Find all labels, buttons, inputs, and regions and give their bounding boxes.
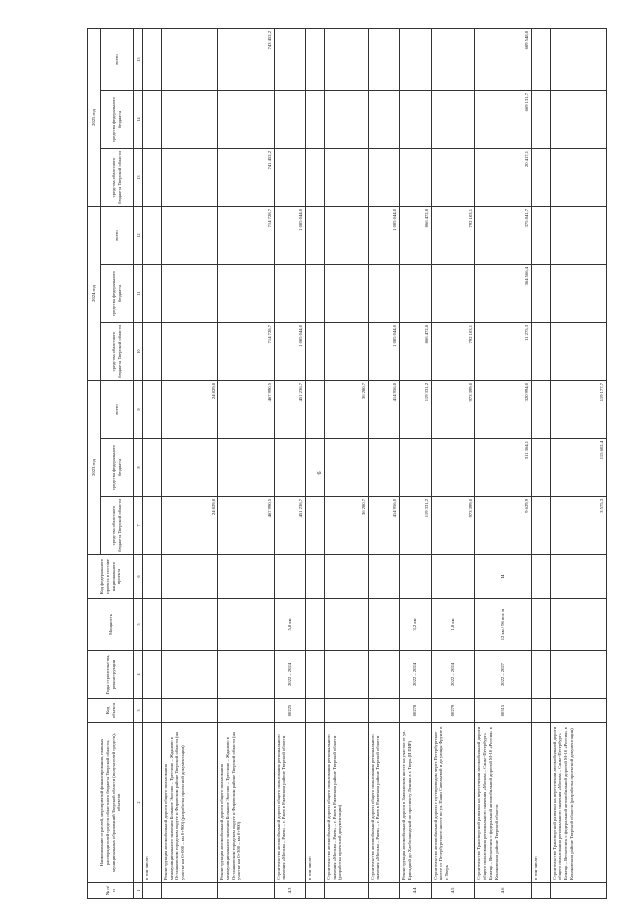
table-row bbox=[305, 29, 324, 899]
fp-code-cell bbox=[274, 555, 305, 599]
amount-cell bbox=[161, 29, 217, 91]
row-number-cell: 4.4 bbox=[400, 883, 431, 899]
object-code-cell bbox=[143, 699, 162, 723]
capacity-cell bbox=[324, 599, 368, 651]
capacity-cell bbox=[531, 599, 550, 651]
years-cell: 2022 – 2027 bbox=[475, 651, 531, 699]
amount-cell bbox=[274, 439, 305, 497]
amount-cell bbox=[305, 207, 324, 265]
table-row bbox=[400, 29, 431, 899]
name-cell: Строительство Транспортной развязки на пересечении автомобильной дороги общего пользования регионального значения «Москва – Санкт-Петербург» Бежецк – Весьегонск с федеральной автомобильной дорогой М-10 «Россия» в Конаковском районе Тверской области (разработка проектной документации) bbox=[550, 723, 606, 883]
amount-cell: 11 275,3 bbox=[475, 323, 531, 381]
amount-cell: 689 548,8 bbox=[475, 29, 531, 91]
budget-table bbox=[87, 28, 607, 899]
amount-cell bbox=[305, 497, 324, 555]
fp-code-cell: I4 bbox=[475, 555, 531, 599]
column-index-cell: 2 bbox=[134, 723, 143, 883]
column-index-cell: 13 bbox=[134, 149, 143, 207]
fp-code-cell bbox=[431, 555, 475, 599]
object-code-cell bbox=[324, 699, 368, 723]
table-row bbox=[161, 29, 217, 899]
amount-cell bbox=[531, 265, 550, 323]
amount-cell bbox=[274, 91, 305, 149]
amount-cell bbox=[400, 91, 431, 149]
amount-cell bbox=[161, 149, 217, 207]
name-cell: Строительство автомобильной дороги с путепроводом через Петербургское шоссе от Петербургского шоссе по ул. Паши Савельевой и до улицы Фрунзе в г. Тверь bbox=[431, 723, 475, 883]
amount-cell bbox=[143, 265, 162, 323]
column-index-cell: 9 bbox=[134, 381, 143, 439]
row-number-cell bbox=[531, 883, 550, 899]
amount-cell: 669 131,7 bbox=[475, 91, 531, 149]
years-cell: 2022 – 2024 bbox=[274, 651, 305, 699]
amount-cell: 311 364,1 bbox=[475, 439, 531, 497]
amount-cell: 119 331,2 bbox=[400, 497, 431, 555]
header-year-2025: 2025 год bbox=[88, 29, 101, 207]
amount-cell bbox=[274, 29, 305, 91]
amount-cell bbox=[143, 323, 162, 381]
page-number: 6 bbox=[317, 471, 323, 475]
amount-cell bbox=[143, 497, 162, 555]
column-index-cell: 5 bbox=[134, 599, 143, 651]
years-cell bbox=[550, 651, 606, 699]
table-row bbox=[431, 29, 475, 899]
amount-cell bbox=[550, 91, 606, 149]
capacity-cell: 3,2 км bbox=[400, 599, 431, 651]
amount-cell bbox=[324, 91, 368, 149]
name-cell: Строительство автомобильной дороги общего пользования регионального значения «Москва – Ржев» – г. Ржев в Ржевском районе Тверской области bbox=[368, 723, 399, 883]
years-cell bbox=[218, 651, 274, 699]
years-cell: 2022 – 2024 bbox=[400, 651, 431, 699]
table-row bbox=[218, 29, 274, 899]
name-cell: Реконструкция автомобильной дороги общего пользования межмуниципального значения Большое Эштово – Трестино – Жданово в Осташковском городском округе и Фировском районе Тверской области (на участке км 0+000 – км 0+900) (разработка проектной документации) bbox=[161, 723, 217, 883]
header-name: Наименование отраслей, мероприятий финансирования, главных распорядителей средств областного бюджета Тверской области, муниципальных образований Тверской области (получателей средств), объектов bbox=[88, 723, 134, 883]
column-index-cell: 10 bbox=[134, 323, 143, 381]
object-code-cell bbox=[305, 699, 324, 723]
amount-cell: 467 990,5 bbox=[218, 381, 274, 439]
header-total-2023: всего bbox=[101, 381, 134, 439]
amount-cell bbox=[531, 323, 550, 381]
row-number-cell bbox=[161, 883, 217, 899]
fp-code-cell bbox=[324, 555, 368, 599]
amount-cell bbox=[400, 149, 431, 207]
object-code-cell bbox=[368, 699, 399, 723]
budget-table-rotated bbox=[87, 29, 607, 899]
amount-cell: 792 103,1 bbox=[431, 323, 475, 381]
amount-cell: 451 236,7 bbox=[274, 381, 305, 439]
object-code-cell: 00225 bbox=[274, 699, 305, 723]
object-code-cell bbox=[218, 699, 274, 723]
amount-cell bbox=[550, 207, 606, 265]
amount-cell: 36 280,7 bbox=[324, 381, 368, 439]
column-index-cell: 8 bbox=[134, 439, 143, 497]
column-index-cell: 11 bbox=[134, 265, 143, 323]
capacity-cell bbox=[368, 599, 399, 651]
object-code-cell: 00279 bbox=[431, 699, 475, 723]
amount-cell: 414 956,0 bbox=[368, 381, 399, 439]
capacity-cell bbox=[161, 599, 217, 651]
table-row bbox=[531, 29, 550, 899]
amount-cell bbox=[143, 149, 162, 207]
amount-cell bbox=[143, 207, 162, 265]
amount-cell: 20 417,1 bbox=[475, 149, 531, 207]
amount-cell bbox=[218, 265, 274, 323]
header-federal-2023: средства федерального бюджета bbox=[101, 439, 134, 497]
amount-cell bbox=[324, 265, 368, 323]
amount-cell: 741 452,2 bbox=[218, 149, 274, 207]
header-regional-2025: средства областного бюджета Тверской области bbox=[101, 149, 134, 207]
amount-cell bbox=[368, 439, 399, 497]
amount-cell bbox=[324, 149, 368, 207]
amount-cell bbox=[305, 381, 324, 439]
header-year-2023: 2023 год bbox=[88, 381, 101, 555]
amount-cell: 1 085 044,0 bbox=[274, 323, 305, 381]
amount-cell: 375 841,7 bbox=[475, 207, 531, 265]
fp-code-cell bbox=[305, 555, 324, 599]
amount-cell bbox=[218, 439, 274, 497]
header-row-no: № п/п bbox=[88, 883, 134, 899]
amount-cell bbox=[274, 149, 305, 207]
years-cell bbox=[161, 651, 217, 699]
amount-cell bbox=[161, 439, 217, 497]
amount-cell: 866 472,8 bbox=[400, 323, 431, 381]
fp-code-cell bbox=[143, 555, 162, 599]
amount-cell bbox=[324, 207, 368, 265]
amount-cell: 24 829,8 bbox=[161, 381, 217, 439]
fp-code-cell bbox=[550, 555, 606, 599]
row-number-cell: 4.6 bbox=[475, 883, 531, 899]
amount-cell: 414 956,0 bbox=[368, 497, 399, 555]
header-year-2024: 2024 год bbox=[88, 207, 101, 381]
amount-cell bbox=[400, 29, 431, 91]
amount-cell bbox=[550, 323, 606, 381]
years-cell bbox=[531, 651, 550, 699]
amount-cell bbox=[400, 265, 431, 323]
fp-code-cell bbox=[368, 555, 399, 599]
amount-cell bbox=[368, 91, 399, 149]
row-number-cell bbox=[305, 883, 324, 899]
amount-cell: 451 236,7 bbox=[274, 497, 305, 555]
amount-cell: 792 103,1 bbox=[431, 207, 475, 265]
name-cell: Строительство автомобильной дороги общего пользования регионального значения «Москва – Ржев» – г. Ржев в Ржевском районе Тверской области (разработка проектной документации) bbox=[324, 723, 368, 883]
header-federal-2025: средства федерального бюджета bbox=[101, 91, 134, 149]
amount-cell bbox=[305, 439, 324, 497]
column-index-row bbox=[134, 29, 143, 899]
object-code-cell bbox=[531, 699, 550, 723]
row-number-cell bbox=[550, 883, 606, 899]
amount-cell: 364 566,4 bbox=[475, 265, 531, 323]
header-object-code: Код объекта bbox=[88, 699, 134, 723]
amount-cell bbox=[324, 439, 368, 497]
column-index-cell: 4 bbox=[134, 651, 143, 699]
capacity-cell bbox=[550, 599, 606, 651]
amount-cell bbox=[531, 497, 550, 555]
amount-cell bbox=[400, 439, 431, 497]
object-code-cell bbox=[161, 699, 217, 723]
amount-cell: 743 452,2 bbox=[218, 29, 274, 91]
table-row bbox=[324, 29, 368, 899]
amount-cell: 119 177,7 bbox=[550, 381, 606, 439]
amount-cell bbox=[305, 91, 324, 149]
amount-cell: 467 990,5 bbox=[218, 497, 274, 555]
column-index-cell: 7 bbox=[134, 497, 143, 555]
table-row bbox=[550, 29, 606, 899]
amount-cell bbox=[531, 381, 550, 439]
column-index-cell: 15 bbox=[134, 29, 143, 91]
amount-cell: 1 085 044,0 bbox=[274, 207, 305, 265]
row-number-cell bbox=[368, 883, 399, 899]
amount-cell bbox=[431, 149, 475, 207]
amount-cell: 714 728,7 bbox=[218, 207, 274, 265]
amount-cell bbox=[305, 323, 324, 381]
capacity-cell bbox=[218, 599, 274, 651]
capacity-cell: 1,8 км bbox=[431, 599, 475, 651]
row-number-cell bbox=[324, 883, 368, 899]
amount-cell bbox=[324, 323, 368, 381]
amount-cell bbox=[368, 265, 399, 323]
column-index-cell: 12 bbox=[134, 207, 143, 265]
years-cell bbox=[368, 651, 399, 699]
years-cell bbox=[324, 651, 368, 699]
amount-cell: 24 829,8 bbox=[161, 497, 217, 555]
amount-cell bbox=[218, 91, 274, 149]
fp-code-cell bbox=[218, 555, 274, 599]
capacity-cell: 12 км / 96 пог. м bbox=[475, 599, 531, 651]
name-cell: Реконструкция автомобильной дороги общего пользования межмуниципального значения Большое Эштово – Трестино – Жданово в Осташковском городском округе и Фировском районе Тверской области (на участке км 0+300 – км 0+900) bbox=[218, 723, 274, 883]
capacity-cell bbox=[305, 599, 324, 651]
object-code-cell bbox=[550, 699, 606, 723]
amount-cell: 320 994,0 bbox=[475, 381, 531, 439]
amount-cell bbox=[143, 91, 162, 149]
amount-cell bbox=[431, 265, 475, 323]
header-regional-2024: средства областного бюджета Тверской области bbox=[101, 323, 134, 381]
header-federal-2024: средства федерального бюджета bbox=[101, 265, 134, 323]
amount-cell bbox=[550, 149, 606, 207]
row-number-cell: 4.5 bbox=[431, 883, 475, 899]
table-row bbox=[475, 29, 531, 899]
amount-cell bbox=[143, 29, 162, 91]
amount-cell bbox=[531, 91, 550, 149]
amount-cell bbox=[305, 265, 324, 323]
amount-cell bbox=[550, 265, 606, 323]
amount-cell bbox=[368, 149, 399, 207]
object-code-cell: 00315 bbox=[475, 699, 531, 723]
column-index-cell: 14 bbox=[134, 91, 143, 149]
amount-cell bbox=[305, 149, 324, 207]
amount-cell bbox=[305, 29, 324, 91]
amount-cell bbox=[531, 29, 550, 91]
row-number-cell bbox=[218, 883, 274, 899]
name-cell: в том числе: bbox=[143, 723, 162, 883]
amount-cell: 119 331,2 bbox=[400, 381, 431, 439]
amount-cell bbox=[161, 265, 217, 323]
name-cell: Реконструкция автомобильной дороги в Заволжском шоссе на участке от ул. Бригадной до Хлебозаводской по проспекту Ленина в г. Тверь (II ПИР) bbox=[400, 723, 431, 883]
amount-cell bbox=[431, 439, 475, 497]
column-index-cell: 3 bbox=[134, 699, 143, 723]
table-row bbox=[274, 29, 305, 899]
column-index-cell: 6 bbox=[134, 555, 143, 599]
years-cell bbox=[143, 651, 162, 699]
capacity-cell bbox=[143, 599, 162, 651]
amount-cell bbox=[143, 439, 162, 497]
amount-cell bbox=[143, 381, 162, 439]
header-total-2025: всего bbox=[101, 29, 134, 91]
amount-cell bbox=[368, 29, 399, 91]
amount-cell bbox=[324, 29, 368, 91]
amount-cell: 1 085 044,0 bbox=[368, 207, 399, 265]
row-number-cell bbox=[143, 883, 162, 899]
name-cell: в том числе: bbox=[305, 723, 324, 883]
amount-cell bbox=[274, 265, 305, 323]
name-cell: Строительство Транспортной развязки на пересечении автомобильной дороги общего пользования регионального значения «Москва – Санкт-Петербург» Бежецк – Весьегонск с федеральной автомобильной дорогой М-10 «Россия» в Конаковском районе Тверской области bbox=[475, 723, 531, 883]
row-number-cell: 4.3 bbox=[274, 883, 305, 899]
header-total-2024: всего bbox=[101, 207, 134, 265]
amount-cell bbox=[531, 207, 550, 265]
amount-cell bbox=[531, 439, 550, 497]
amount-cell bbox=[161, 91, 217, 149]
fp-code-cell bbox=[531, 555, 550, 599]
amount-cell: 866 472,8 bbox=[400, 207, 431, 265]
table-row bbox=[368, 29, 399, 899]
name-cell: Строительство автомобильной дороги общего пользования регионального значения «Москва – Ржев» – г. Ржев в Ржевском районе Тверской области bbox=[274, 723, 305, 883]
name-cell: в том числе: bbox=[531, 723, 550, 883]
amount-cell bbox=[431, 91, 475, 149]
amount-cell bbox=[550, 29, 606, 91]
fp-code-cell bbox=[400, 555, 431, 599]
header-capacity: Мощность bbox=[88, 599, 134, 651]
amount-cell: 973 399,0 bbox=[431, 381, 475, 439]
amount-cell: 714 728,7 bbox=[218, 323, 274, 381]
amount-cell: 9 629,9 bbox=[475, 497, 531, 555]
header-fp-code: Код федерального проекта в составе национального проекта bbox=[88, 555, 134, 599]
years-cell bbox=[305, 651, 324, 699]
amount-cell bbox=[531, 149, 550, 207]
fp-code-cell bbox=[161, 555, 217, 599]
capacity-cell: 5,8 км bbox=[274, 599, 305, 651]
object-code-cell: 00278 bbox=[400, 699, 431, 723]
amount-cell: 1 085 044,0 bbox=[368, 323, 399, 381]
amount-cell: 973 399,0 bbox=[431, 497, 475, 555]
header-regional-2023: средства областного бюджета Тверской области bbox=[101, 497, 134, 555]
amount-cell bbox=[161, 207, 217, 265]
amount-cell: 3 575,3 bbox=[550, 497, 606, 555]
years-cell: 2022 – 2024 bbox=[431, 651, 475, 699]
amount-cell bbox=[431, 29, 475, 91]
amount-cell: 115 602,4 bbox=[550, 439, 606, 497]
table-row bbox=[143, 29, 162, 899]
column-index-cell: 1 bbox=[134, 883, 143, 899]
header-years: Годы строительства, реконструкции bbox=[88, 651, 134, 699]
amount-cell bbox=[161, 323, 217, 381]
amount-cell: 36 280,7 bbox=[324, 497, 368, 555]
